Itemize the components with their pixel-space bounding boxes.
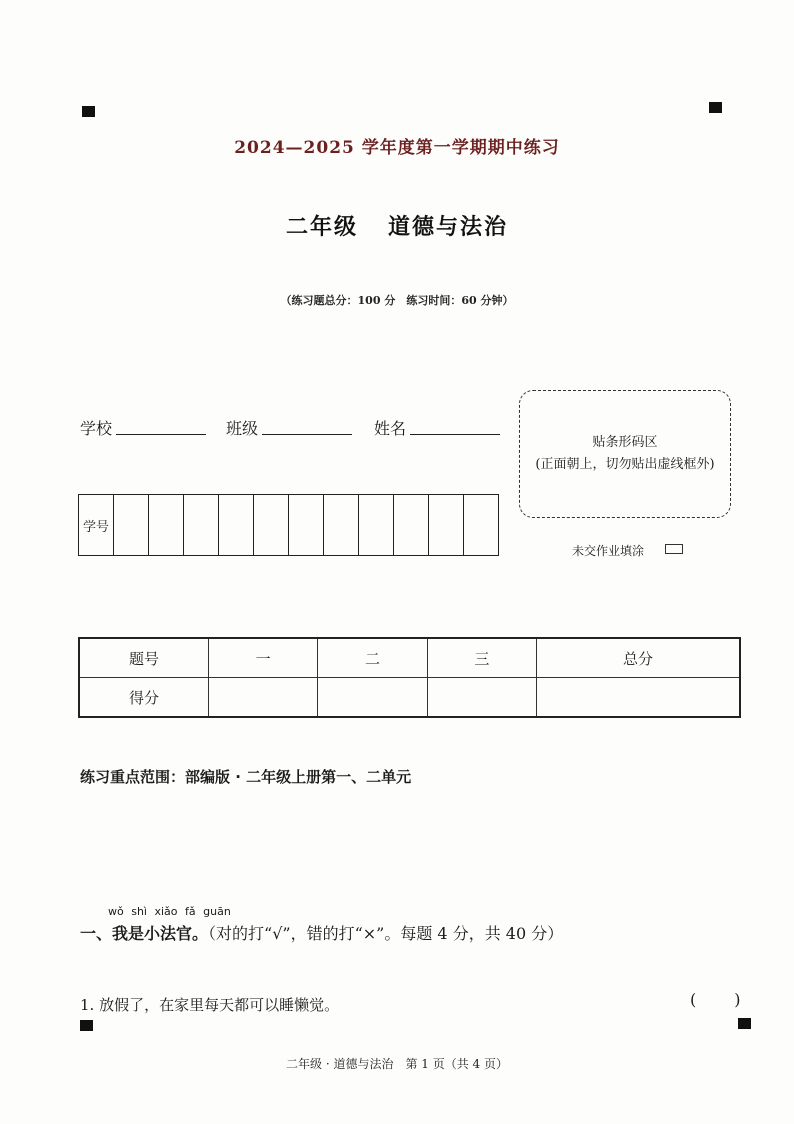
student-id-cell[interactable]: [289, 495, 324, 556]
student-id-cell[interactable]: [114, 495, 149, 556]
section1-instruction: （对的打“√”，错的打“×”。每题 4 分，共 40 分）: [208, 924, 564, 943]
unsubmitted-checkbox[interactable]: [665, 544, 683, 554]
score-table: [78, 637, 741, 718]
subject-label: 道德与法治: [388, 214, 509, 240]
score-cell[interactable]: [427, 678, 536, 718]
class-field[interactable]: [262, 434, 352, 435]
registration-mark-top-left: [82, 106, 95, 117]
section1-title: 一、我是小法官。: [80, 924, 209, 943]
school-label: 学校: [80, 419, 113, 438]
student-id-label: 学号: [79, 495, 114, 556]
school-field[interactable]: [116, 434, 206, 435]
score-cell[interactable]: [537, 678, 740, 718]
close-paren: ): [734, 990, 741, 1009]
score-cell[interactable]: [209, 678, 318, 718]
exam-title: 2024—2025 学年度第一学期期中练习: [234, 138, 560, 158]
registration-mark-top-right: [709, 102, 722, 113]
question-1-answer-blank[interactable]: [690, 990, 741, 1009]
student-id-cell[interactable]: [359, 495, 394, 556]
open-paren: (: [690, 990, 697, 1009]
student-id-cell[interactable]: [324, 495, 359, 556]
barcode-area: [519, 390, 731, 518]
section1-pinyin: wǒ shì xiǎo fǎ guān: [108, 905, 231, 918]
student-id-cell[interactable]: [219, 495, 254, 556]
practice-scope: 练习重点范围：部编版 · 二年级上册第一、二单元: [80, 768, 412, 786]
student-id-cell[interactable]: [429, 495, 464, 556]
score-cell[interactable]: [318, 678, 427, 718]
section1-heading: [80, 921, 563, 944]
student-id-grid: [78, 494, 499, 556]
exam-info: （练习题总分：100 分 练习时间：60 分钟）: [280, 294, 514, 307]
student-id-cell[interactable]: [149, 495, 184, 556]
grade-label: 二年级: [285, 214, 358, 240]
registration-mark-bottom-left: [80, 1020, 93, 1031]
question-number-label: 题号: [79, 638, 209, 678]
name-field[interactable]: [410, 434, 500, 435]
registration-mark-bottom-right: [738, 1018, 751, 1029]
column-header: 二: [318, 638, 427, 678]
barcode-title: 贴条形码区: [592, 435, 658, 450]
column-header: 三: [427, 638, 536, 678]
question-1-text: 1. 放假了，在家里每天都可以睡懒觉。: [80, 996, 340, 1014]
score-label: 得分: [79, 678, 209, 718]
subject-title: [0, 210, 794, 241]
student-id-cell[interactable]: [464, 495, 499, 556]
name-label: 姓名: [374, 419, 407, 438]
class-label: 班级: [226, 419, 259, 438]
barcode-note: (正面朝上，切勿贴出虚线框外): [535, 457, 715, 472]
score-table-score-row: [79, 678, 740, 718]
student-id-cell[interactable]: [184, 495, 219, 556]
unsubmitted-label: 未交作业填涂: [572, 544, 645, 558]
student-id-cell[interactable]: [254, 495, 289, 556]
student-id-cell[interactable]: [394, 495, 429, 556]
column-header: 总分: [537, 638, 740, 678]
score-table-header-row: [79, 638, 740, 678]
page-footer: 二年级 · 道德与法治 第 1 页（共 4 页）: [286, 1057, 508, 1071]
column-header: 一: [209, 638, 318, 678]
